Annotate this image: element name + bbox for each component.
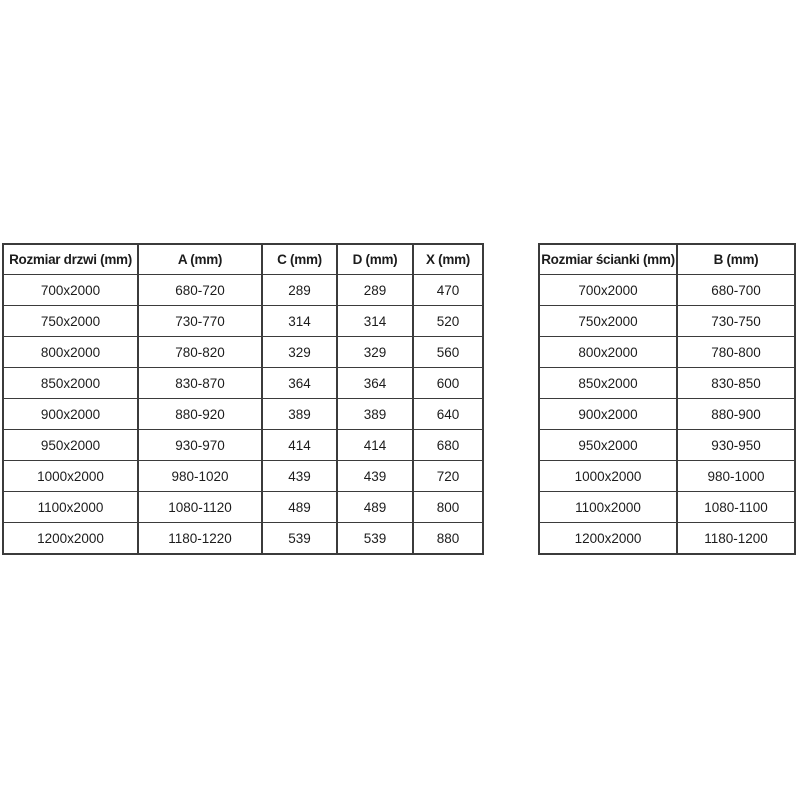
table-cell: 680-700 [677, 275, 795, 306]
table-cell: 1000x2000 [539, 461, 677, 492]
table-cell: 389 [262, 399, 337, 430]
table-cell: 364 [337, 368, 413, 399]
table-cell: 314 [337, 306, 413, 337]
column-header: B (mm) [677, 244, 795, 275]
table-cell: 314 [262, 306, 337, 337]
header-row [539, 244, 795, 275]
table-cell: 1180-1220 [138, 523, 262, 555]
table-cell: 1200x2000 [539, 523, 677, 555]
table-cell: 1180-1200 [677, 523, 795, 555]
column-header: Rozmiar drzwi (mm) [3, 244, 138, 275]
table-cell: 700x2000 [3, 275, 138, 306]
table-cell: 720 [413, 461, 483, 492]
table-cell: 539 [262, 523, 337, 555]
column-header: Rozmiar ścianki (mm) [539, 244, 677, 275]
table-cell: 850x2000 [539, 368, 677, 399]
table-cell: 1000x2000 [3, 461, 138, 492]
table-cell: 980-1020 [138, 461, 262, 492]
table-cell: 680 [413, 430, 483, 461]
table-cell: 470 [413, 275, 483, 306]
column-header: C (mm) [262, 244, 337, 275]
column-header: X (mm) [413, 244, 483, 275]
table-cell: 520 [413, 306, 483, 337]
table-cell: 1100x2000 [3, 492, 138, 523]
table-cell: 780-820 [138, 337, 262, 368]
table-row [539, 523, 795, 555]
table-cell: 1100x2000 [539, 492, 677, 523]
table-row [3, 523, 483, 555]
table-cell: 539 [337, 523, 413, 555]
table-cell: 730-770 [138, 306, 262, 337]
table-row [3, 275, 483, 306]
table-row [539, 430, 795, 461]
table-cell: 780-800 [677, 337, 795, 368]
table-cell: 489 [337, 492, 413, 523]
column-header: A (mm) [138, 244, 262, 275]
table-cell: 880-900 [677, 399, 795, 430]
table-cell: 800x2000 [539, 337, 677, 368]
table-cell: 950x2000 [539, 430, 677, 461]
table-row [539, 368, 795, 399]
table-row [3, 306, 483, 337]
table-cell: 289 [337, 275, 413, 306]
door-sizes-table [2, 243, 484, 555]
table-cell: 364 [262, 368, 337, 399]
column-header: D (mm) [337, 244, 413, 275]
table-cell: 439 [337, 461, 413, 492]
table-cell: 800 [413, 492, 483, 523]
table-cell: 700x2000 [539, 275, 677, 306]
table-cell: 900x2000 [3, 399, 138, 430]
table-cell: 880-920 [138, 399, 262, 430]
table-cell: 730-750 [677, 306, 795, 337]
table-cell: 600 [413, 368, 483, 399]
table-cell: 930-970 [138, 430, 262, 461]
table-cell: 850x2000 [3, 368, 138, 399]
header-row [3, 244, 483, 275]
table-cell: 560 [413, 337, 483, 368]
table-row [539, 275, 795, 306]
table-cell: 389 [337, 399, 413, 430]
table-row [539, 492, 795, 523]
table-cell: 900x2000 [539, 399, 677, 430]
table-row [539, 337, 795, 368]
table-row [3, 368, 483, 399]
table-cell: 750x2000 [539, 306, 677, 337]
table-cell: 830-850 [677, 368, 795, 399]
table-cell: 414 [262, 430, 337, 461]
table-cell: 640 [413, 399, 483, 430]
wall-panel-sizes-table [538, 243, 796, 555]
table-row [539, 461, 795, 492]
table-cell: 329 [337, 337, 413, 368]
table-row [3, 337, 483, 368]
table-cell: 1200x2000 [3, 523, 138, 555]
table-cell: 1080-1100 [677, 492, 795, 523]
table-cell: 880 [413, 523, 483, 555]
table-cell: 289 [262, 275, 337, 306]
table-row [539, 399, 795, 430]
table-cell: 439 [262, 461, 337, 492]
table-cell: 680-720 [138, 275, 262, 306]
table-cell: 930-950 [677, 430, 795, 461]
table-row [539, 306, 795, 337]
table-cell: 800x2000 [3, 337, 138, 368]
table-row [3, 430, 483, 461]
table-cell: 329 [262, 337, 337, 368]
table-row [3, 399, 483, 430]
table-cell: 1080-1120 [138, 492, 262, 523]
table-cell: 950x2000 [3, 430, 138, 461]
table-cell: 414 [337, 430, 413, 461]
table-cell: 830-870 [138, 368, 262, 399]
table-row [3, 492, 483, 523]
table-cell: 980-1000 [677, 461, 795, 492]
table-row [3, 461, 483, 492]
table-cell: 489 [262, 492, 337, 523]
table-cell: 750x2000 [3, 306, 138, 337]
